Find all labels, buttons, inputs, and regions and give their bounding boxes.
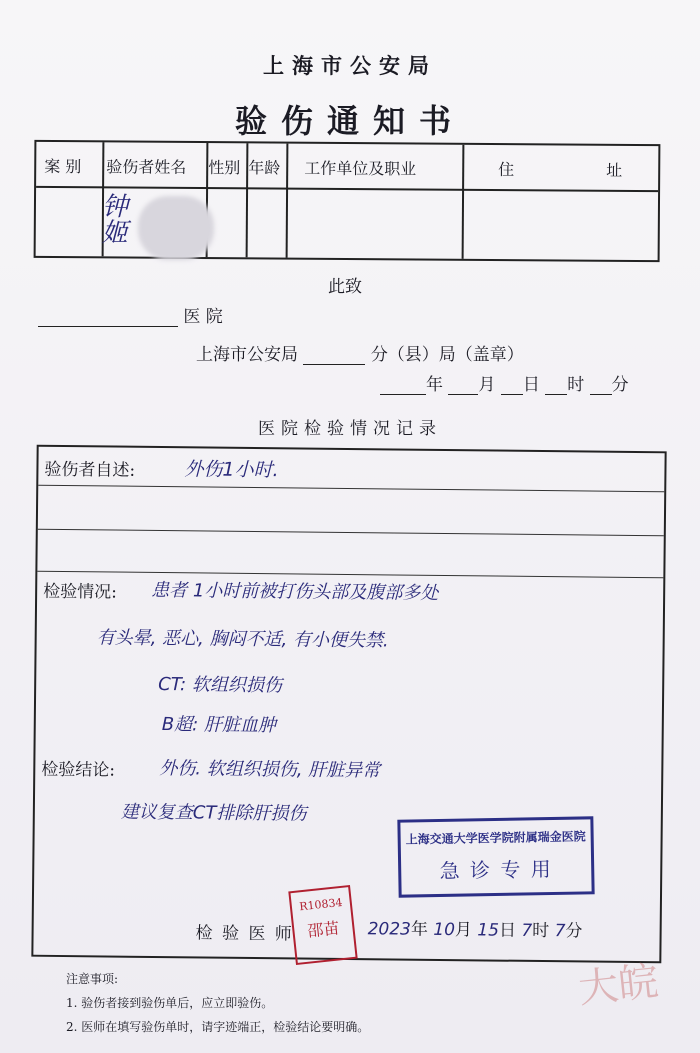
sign-year: 2023 [367,919,412,940]
watermark-logo: 大皖 [576,958,661,1013]
doctor-label: 检 验 医 师 [195,923,294,945]
bureau-heading: 上海市公安局 [263,53,437,78]
col-header-age: 年龄 [248,158,281,178]
exam-line-4: B超: 肝脏血肿 [161,714,277,737]
exam-label: 检验情况: [43,581,117,603]
bureau-blank [303,363,365,365]
sign-datetime [368,914,583,941]
stamp-doctor-name: 邵苗 [306,918,341,941]
self-report-text: 外伤1小时. [184,458,279,482]
doctor-name-stamp [288,885,357,965]
self-report-label: 验伤者自述: [44,459,136,481]
hour-blank [545,393,567,395]
stamp-doctor-id: R10834 [298,895,344,914]
year-blank [380,393,426,395]
document-title: 验伤通知书 [234,102,465,140]
record-title: 医院检验情况记录 [258,419,442,439]
rule-line [38,529,664,537]
exam-line-3: CT: 软组织损伤 [158,674,283,697]
ci-zhi-text: 此致 [328,277,362,297]
col-header-work: 工作单位及职业 [304,158,417,179]
rule-line [38,485,664,493]
notice-time-line [380,370,629,395]
day-blank [501,393,523,395]
day-char: 日 [522,375,540,395]
hospital-line [38,302,223,327]
sign-hour: 7 [521,920,533,941]
victim-info-table [34,140,661,262]
hospital-suffix: 医 院 [183,307,223,327]
bureau-suffix: 分（县）局（盖章） [370,345,524,365]
col-header-address-1: 住 [498,160,515,180]
col-header-name: 验伤者姓名 [106,157,187,177]
stamp-hospital-name: 上海交通大学医学院附属瑞金医院 [405,829,586,847]
hospital-emergency-stamp [397,816,594,897]
bureau-line [196,340,524,365]
note-item-1: 1. 验伤者接到验伤单后，应立即验伤。 [66,996,274,1010]
conclusion-line-2: 建议复查CT排除肝损伤 [120,801,307,825]
redacted-name-blur [138,196,214,260]
sign-day-char: 日 [498,920,517,941]
conclusion-label: 检验结论: [41,759,116,781]
col-header-sex: 性别 [208,158,241,178]
sign-day: 15 [477,920,500,941]
minute-blank [590,393,612,395]
minute-char: 分 [611,375,629,395]
sign-month-char: 月 [454,920,473,941]
sign-month: 10 [433,919,456,941]
bureau-prefix: 上海市公安局 [196,345,298,365]
month-char: 月 [478,375,496,395]
col-header-case: 案 别 [44,156,82,177]
exam-line-1: 患者 1小时前被打伤头部及腹部多处 [151,579,439,604]
hospital-blank [38,325,178,327]
conclusion-line-1: 外伤. 软组织损伤, 肝脏异常 [159,758,381,782]
victim-name-handwritten: 钟姬 [101,192,129,249]
sign-minute-char: 分 [565,921,583,942]
month-blank [448,393,478,395]
year-char: 年 [426,375,443,395]
stamp-emergency-text: 急 诊 专 用 [439,857,553,883]
sign-year-char: 年 [410,919,429,940]
note-item-2: 2. 医师在填写验伤单时，请字迹端正，检验结论要明确。 [66,1020,370,1034]
sign-hour-char: 时 [532,920,550,942]
notes-title: 注意事项: [66,972,119,986]
col-header-address-2: 址 [606,160,623,180]
hour-char: 时 [567,375,585,395]
sign-minute: 7 [554,921,566,942]
exam-line-2: 有头晕, 恶心, 胸闷不适, 有小便失禁. [96,627,389,652]
